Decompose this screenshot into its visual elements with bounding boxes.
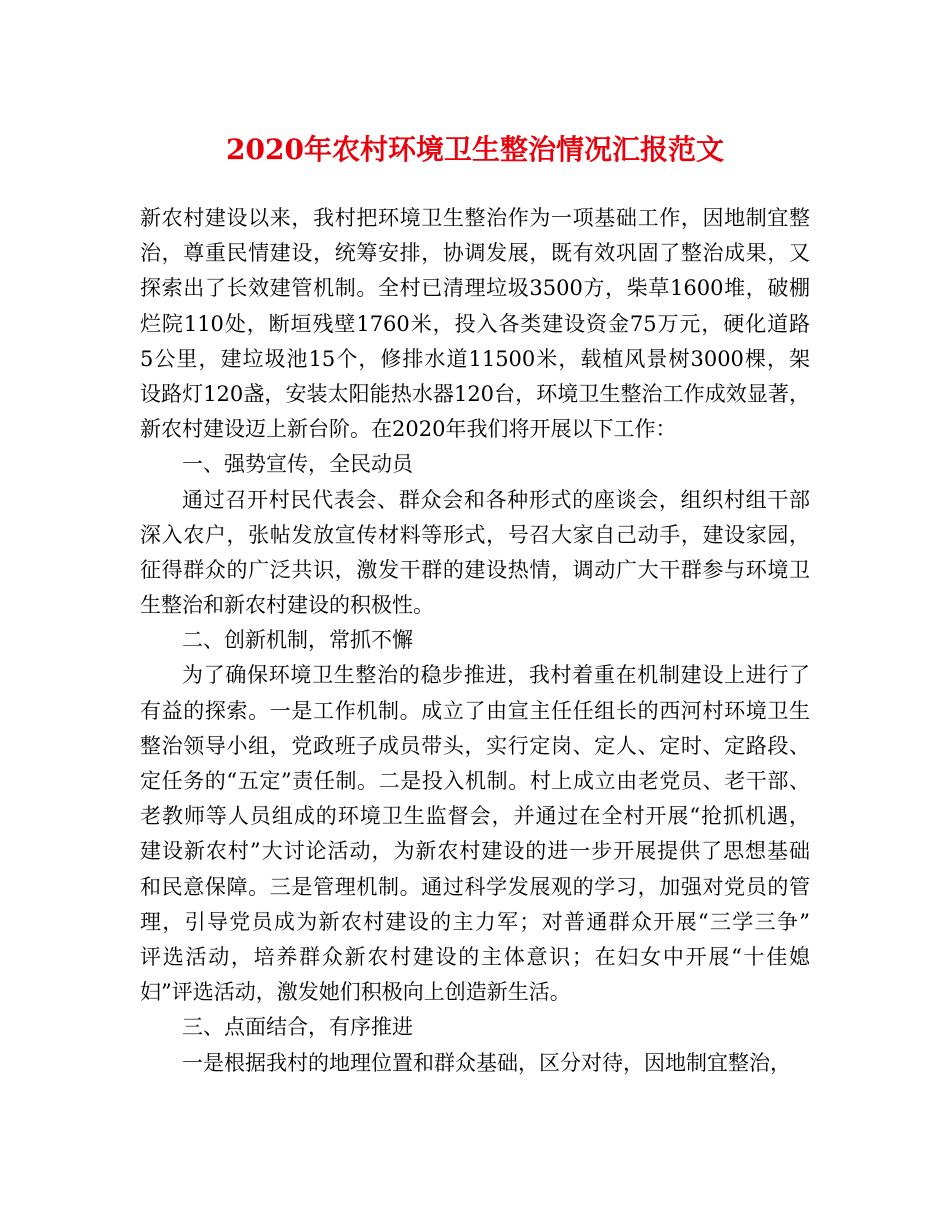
text-line: 生整治和新农村建设的积极性。 (140, 593, 434, 618)
text-line: 通过召开村民代表会、群众会和各种形式的座谈会，组织村组干部 (182, 487, 810, 512)
text-line: 二、创新机制，常抓不懈 (182, 628, 413, 653)
paragraph (140, 483, 810, 624)
text-line: 征得群众的广泛共识，激发干群的建设热情，调动广大干群参与环境卫 (140, 557, 810, 582)
text-line: 三、点面结合，有序推进 (182, 1015, 413, 1040)
text-line: 和民意保障。三是管理机制。通过科学发展观的学习，加强对党员的管 (140, 874, 810, 899)
text-line: 一、强势宣传，全民动员 (182, 452, 413, 477)
text-line: 为了确保环境卫生整治的稳步推进，我村着重在机制建设上进行了 (182, 663, 810, 688)
text-line: 治，尊重民情建设，统筹安排，协调发展，既有效巩固了整治成果，又 (140, 241, 810, 266)
text-line: 有益的探索。一是工作机制。成立了由宣主任任组长的西河村环境卫生 (140, 698, 810, 723)
text-line: 新农村建设迈上新台阶。在2020年我们将开展以下工作： (140, 417, 677, 442)
section-heading (140, 447, 810, 482)
text-line: 探索出了长效建管机制。全村已清理垃圾3500方，柴草1600堆，破棚 (140, 276, 810, 301)
text-line: 定任务的“五定”责任制。二是投入机制。村上成立由老党员、老干部、 (140, 769, 810, 793)
paragraph (140, 201, 810, 447)
text-line: 深入农户，张帖发放宣传材料等形式，号召大家自己动手，建设家园， (140, 522, 810, 547)
section-heading (140, 623, 810, 658)
paragraph (140, 658, 810, 1010)
paragraph (140, 1046, 810, 1081)
text-line: 烂院110处，断垣残壁1760米，投入各类建设资金75万元，硬化道路 (140, 311, 810, 336)
text-line: 5公里，建垃圾池15个，修排水道11500米，载植风景树3000棵，架 (140, 346, 810, 371)
text-line: 新农村建设以来，我村把环境卫生整治作为一项基础工作，因地制宜整 (140, 206, 810, 230)
text-line: 理，引导党员成为新农村建设的主力军；对普通群众开展“三学三争” (140, 909, 810, 934)
text-line: 设路灯120盏，安装太阳能热水器120台，环境卫生整治工作成效显著， (140, 381, 810, 406)
text-line: 评选活动，培养群众新农村建设的主体意识；在妇女中开展“十佳媳 (140, 944, 810, 969)
text-line: 一是根据我村的地理位置和群众基础，区分对待，因地制宜整治， (182, 1050, 791, 1075)
section-heading (140, 1010, 810, 1045)
text-line: 整治领导小组，党政班子成员带头，实行定岗、定人、定时、定路段、 (140, 733, 810, 758)
document-body (140, 201, 810, 1081)
text-line: 妇”评选活动，激发她们积极向上创造新生活。 (140, 980, 571, 1005)
text-line: 建设新农村”大讨论活动，为新农村建设的进一步开展提供了思想基础 (140, 839, 810, 864)
text-line: 老教师等人员组成的环境卫生监督会，并通过在全村开展“抢抓机遇， (140, 804, 810, 829)
document-title: 2020年农村环境卫生整治情况汇报范文 (226, 133, 724, 166)
